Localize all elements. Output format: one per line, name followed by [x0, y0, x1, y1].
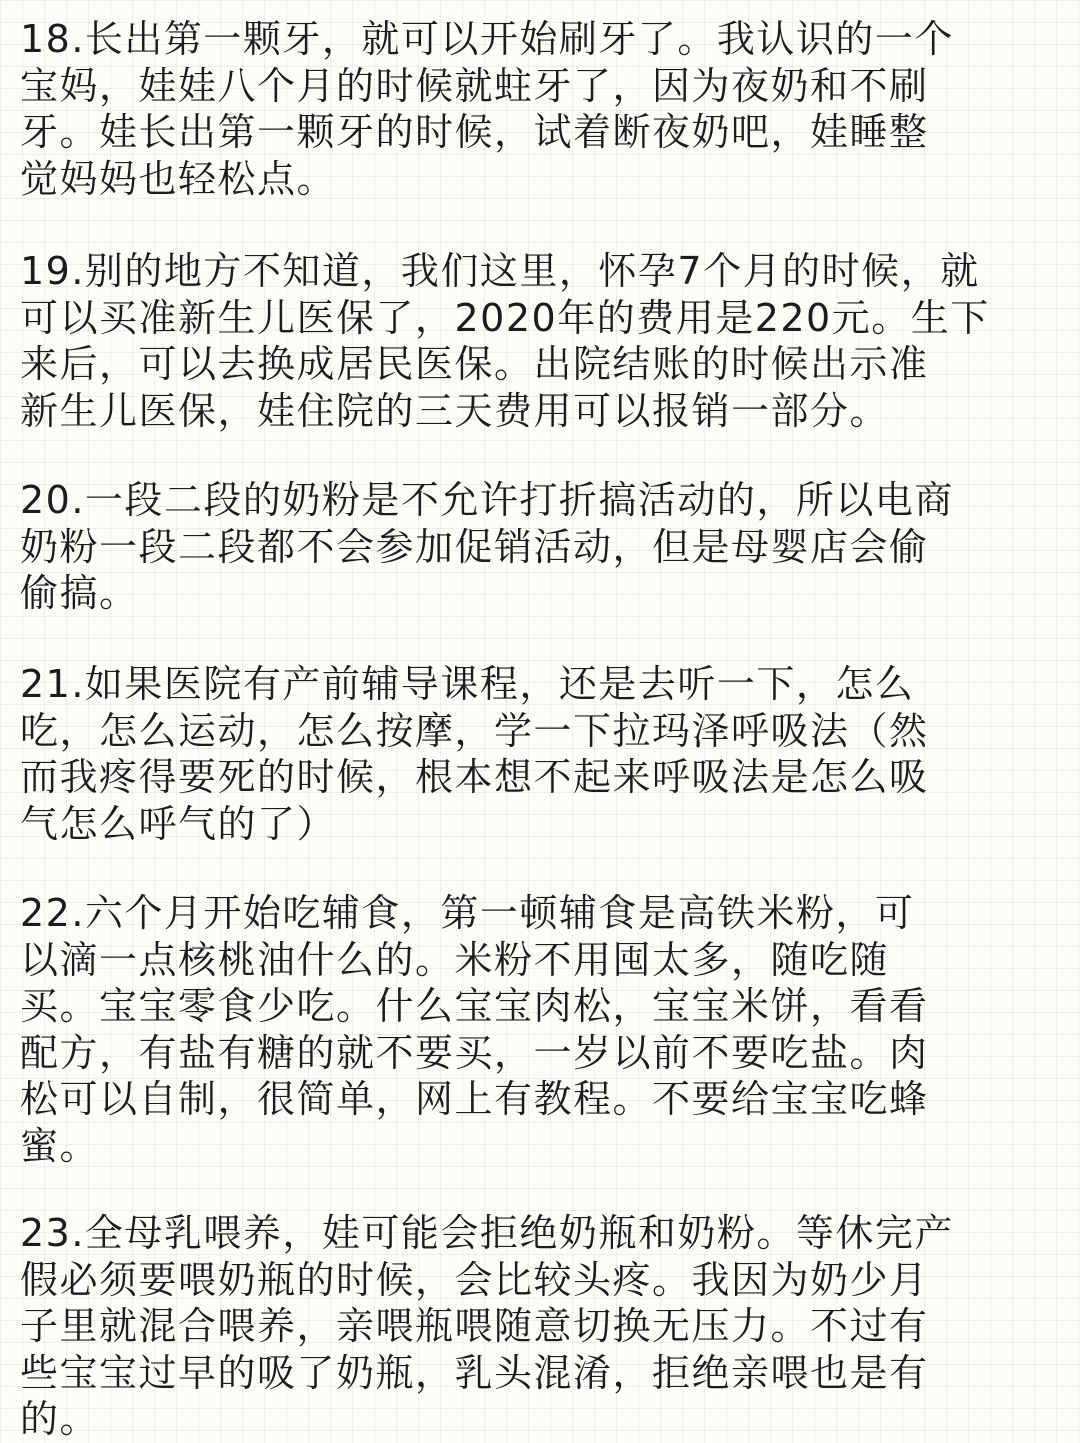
tip-23-paragraph: 23.全母乳喂养，娃可能会拒绝奶瓶和奶粉。等休完产 假必须要喂奶瓶的时候，会比较头疼。我因为奶少月 子里就混合喂养，亲喂瓶喂随意切换无压力。不过有 些宝宝过早的吸了奶瓶，乳头混淆，拒绝亲喂也是有 的。 — [20, 1211, 954, 1441]
tip-19-paragraph: 19.别的地方不知道，我们这里，怀孕7个月的时候，就 可以买准新生儿医保了，2020年的费用是220元。生下 来后，可以去换成居民医保。出院结账的时候出示准 新生儿医保，娃住院的三天费用可以报销一部分。 — [20, 249, 990, 433]
tip-21-paragraph: 21.如果医院有产前辅导课程，还是去听一下，怎么 吃，怎么运动，怎么按摩，学一下拉玛泽呼吸法（然 而我疼得要死的时候，根本想不起来呼吸法是怎么吸 气怎么呼气的了） — [20, 662, 929, 846]
tip-22-paragraph: 22.六个月开始吃辅食，第一顿辅食是高铁米粉，可 以滴一点核桃油什么的。米粉不用囤太多，随吃随 买。宝宝零食少吃。什么宝宝肉松，宝宝米饼，看看 配方，有盐有糖的就不要买，一岁以前不要吃盐。肉 松可以自制，很简单，网上有教程。不要给宝宝吃蜂 蜜。 — [20, 891, 929, 1168]
tip-20-paragraph: 20.一段二段的奶粉是不允许打折搞活动的，所以电商 奶粉一段二段都不会参加促销活动，但是母婴店会偷 偷搞。 — [20, 478, 954, 615]
tip-18-paragraph: 18.长出第一颗牙，就可以开始刷牙了。我认识的一个 宝妈，娃娃八个月的时候就蛀牙了，因为夜奶和不刷 牙。娃长出第一颗牙的时候，试着断夜奶吧，娃睡整 觉妈妈也轻松点。 — [20, 17, 954, 201]
